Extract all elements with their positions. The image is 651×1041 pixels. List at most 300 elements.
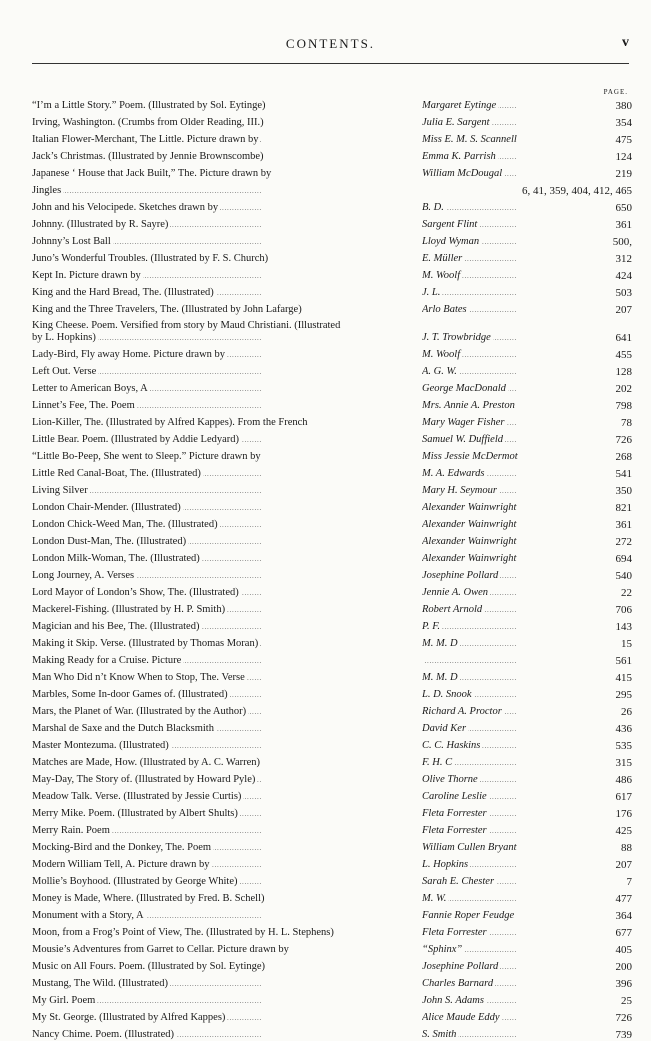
entry-page-number: 25: [621, 995, 632, 1007]
header-rule: [32, 63, 629, 64]
entry-author-cell: [422, 978, 592, 990]
entry-author: Alexander Wainwright: [422, 502, 517, 513]
contents-entry: [32, 973, 632, 990]
entry-page-number: 424: [615, 270, 632, 282]
entry-title-cell: [32, 859, 422, 871]
entry-author-cell: [422, 604, 592, 616]
entry-author-cell: [422, 842, 592, 854]
contents-entry: [32, 497, 632, 514]
entry-title: Johnny. (Illustrated by R. Sayre): [32, 219, 169, 230]
entry-author-cell: [422, 570, 592, 582]
entry-title: Magician and his Bee, The. (Illustrated): [32, 621, 200, 632]
entry-title: Mocking-Bird and the Donkey, The. Poem: [32, 842, 212, 853]
entry-author-cell: [422, 536, 592, 548]
entry-author-cell: [422, 134, 592, 146]
entry-author-cell: [422, 451, 592, 463]
entry-author: Sarah E. Chester: [422, 876, 495, 887]
entry-page-number: 739: [615, 1029, 632, 1041]
entry-title-cell: [32, 1012, 422, 1024]
entry-page-number: 396: [615, 978, 632, 990]
contents-entry: [32, 752, 632, 769]
entry-title-cell: [32, 236, 422, 248]
entry-title: Modern William Tell, A. Picture drawn by: [32, 859, 210, 870]
entry-title-cell: [32, 553, 422, 565]
entry-title: Letter to American Boys, A: [32, 383, 148, 394]
entry-author: M. W.: [422, 893, 447, 904]
contents-entry: [32, 701, 632, 718]
entry-title: John and his Velocipede. Sketches drawn by: [32, 202, 219, 213]
entry-title-cell: [32, 434, 422, 446]
entry-title-cell: [32, 519, 422, 531]
entry-author-cell: [422, 740, 592, 752]
entry-page-number: 821: [615, 502, 632, 514]
entry-page-number: 364: [615, 910, 632, 922]
entry-author: Fleta Forrester: [422, 927, 487, 938]
entry-title-cell: [32, 706, 422, 718]
entry-page-number: 798: [615, 400, 632, 412]
entry-title-cell: [32, 587, 422, 599]
entry-author-cell: [422, 876, 592, 888]
entry-title-cell: [32, 468, 422, 480]
contents-entry: [32, 112, 632, 129]
entry-page-number: 6, 41, 359, 404, 412, 465: [522, 185, 632, 197]
entry-title-cell: [32, 842, 422, 854]
entry-author-cell: [422, 893, 592, 905]
entry-page-number: 26: [621, 706, 632, 718]
contents-entry: [32, 531, 632, 548]
entry-title-cell: [32, 638, 422, 650]
contents-entry: [32, 378, 632, 395]
entry-author: Mary Wager Fisher: [422, 417, 505, 428]
entry-author-cell: [422, 791, 592, 803]
entry-title: My Girl. Poem: [32, 995, 96, 1006]
page-header: [32, 36, 629, 56]
entry-title: London Chair-Mender. (Illustrated): [32, 502, 181, 513]
contents-entry: [32, 769, 632, 786]
entry-page-number: 361: [615, 219, 632, 231]
contents-entry: [32, 299, 632, 316]
entry-page-number: 219: [615, 168, 632, 180]
entry-title: Long Journey, A. Verses: [32, 570, 135, 581]
contents-entry: [32, 95, 632, 112]
entry-title-cell: [32, 621, 422, 633]
page-number: v: [622, 35, 629, 50]
entry-page-number: 677: [615, 927, 632, 939]
entry-author-cell: [422, 927, 592, 939]
entry-title-cell: [32, 151, 422, 163]
contents-entry: [32, 939, 632, 956]
entry-author-cell: [422, 383, 592, 395]
contents-entry: [32, 735, 632, 752]
entry-author-cell: [422, 519, 592, 531]
entry-author: S. Smith: [422, 1029, 457, 1040]
entry-page-number: 315: [615, 757, 632, 769]
entry-author-cell: [422, 757, 592, 769]
entry-page-number: 200: [615, 961, 632, 973]
entry-author: M. M. D: [422, 638, 458, 649]
entry-page-number: 500,: [612, 236, 632, 248]
entry-title: May-Day, The Story of. (Illustrated by Howard Pyle): [32, 774, 256, 785]
entry-author-cell: [422, 485, 592, 497]
entry-title: Little Bear. Poem. (Illustrated by Addie Ledyard): [32, 434, 240, 445]
entry-page-number: 350: [615, 485, 632, 497]
contents-entry: [32, 197, 632, 214]
entry-title: Kept In. Picture drawn by: [32, 270, 141, 281]
entry-page-number: 22: [621, 587, 632, 599]
entry-title: Matches are Made, How. (Illustrated by A. C. Warren): [32, 757, 261, 768]
entry-author-cell: [422, 349, 592, 361]
contents-entry: [32, 361, 632, 378]
entry-page-number: 312: [615, 253, 632, 265]
contents-entry: [32, 888, 632, 905]
contents-entry: [32, 429, 632, 446]
entry-title: King and the Three Travelers, The. (Illustrated by John Lafarge): [32, 304, 302, 315]
entry-title: Moon, from a Frog’s Point of View, The. (Illustrated by H. L. Stephens): [32, 927, 334, 938]
entry-title-cell: [32, 825, 422, 837]
contents-entry: [32, 514, 632, 531]
entry-page-number: 295: [615, 689, 632, 701]
running-title: CONTENTS.: [285, 36, 376, 51]
entry-author: Josephine Pollard: [422, 570, 499, 581]
entry-page-number: 541: [615, 468, 632, 480]
entry-title: Making it Skip. Verse. (Illustrated by Thomas Moran): [32, 638, 259, 649]
entry-page-number: 455: [615, 349, 632, 361]
entry-author: Margaret Eytinge: [422, 100, 497, 111]
entry-author-cell: [422, 621, 592, 633]
entry-page-number: 268: [615, 451, 632, 463]
entry-page-number: 143: [615, 621, 632, 633]
entry-author-cell: [422, 995, 592, 1007]
contents-entry: [32, 922, 632, 939]
entry-page-number: 486: [615, 774, 632, 786]
entry-title-cell: [32, 791, 422, 803]
entry-author: L. D. Snook: [422, 689, 472, 700]
contents-entry: [32, 684, 632, 701]
entry-author: M. Woolf: [422, 349, 461, 360]
entry-page-number: 726: [615, 1012, 632, 1024]
entry-page-number: 207: [615, 304, 632, 316]
entry-title: Marshal de Saxe and the Dutch Blacksmith: [32, 723, 214, 734]
contents-entry: [32, 990, 632, 1007]
entry-author-cell: [422, 304, 592, 316]
entry-author-cell: [422, 655, 592, 667]
entry-title: Marbles, Some In-door Games of. (Illustrated): [32, 689, 228, 700]
entry-title-cell: [32, 485, 422, 497]
entry-title-cell: [32, 876, 422, 888]
entry-author-cell: [422, 638, 592, 650]
entry-title-cell: [32, 893, 422, 905]
entry-author-cell: [422, 672, 592, 684]
entry-title-cell: [32, 100, 422, 112]
entry-title: Making Ready for a Cruise. Picture: [32, 655, 182, 666]
entry-title: Music on All Fours. Poem. (Illustrated by Sol. Eytinge): [32, 961, 266, 972]
entry-title-cell: [32, 219, 422, 231]
contents-entry: [32, 548, 632, 565]
entry-title: Money is Made, Where. (Illustrated by Fred. B. Schell): [32, 893, 265, 904]
entry-title: Meadow Talk. Verse. (Illustrated by Jessie Curtis): [32, 791, 242, 802]
entry-author: John S. Adams: [422, 995, 484, 1006]
entry-author: Julia E. Sargent: [422, 117, 490, 128]
entry-title-cell: [32, 944, 422, 956]
entry-title: King and the Hard Bread, The. (Illustrated): [32, 287, 214, 298]
contents-list: [32, 95, 632, 1041]
entry-author: P. F.: [422, 621, 440, 632]
entry-page-number: 405: [615, 944, 632, 956]
contents-entry: [32, 1024, 632, 1041]
entry-title: Mackerel-Fishing. (Illustrated by H. P. Smith): [32, 604, 226, 615]
entry-title: Mousie’s Adventures from Garret to Cellar. Picture drawn by: [32, 944, 289, 955]
entry-author: Alexander Wainwright: [422, 553, 517, 564]
entry-page-number: 361: [615, 519, 632, 531]
contents-entry: [32, 163, 632, 180]
contents-entry: [32, 180, 632, 197]
entry-author: L. Hopkins: [422, 859, 469, 870]
entry-author-cell: [422, 417, 592, 429]
entry-title: Master Montezuma. (Illustrated): [32, 740, 169, 751]
entry-title: “Little Bo-Peep, She went to Sleep.” Picture drawn by: [32, 451, 261, 462]
entry-author-cell: [422, 100, 592, 112]
entry-title-cell: [32, 655, 422, 667]
entry-author: George MacDonald: [422, 383, 506, 394]
entry-title-cell: [32, 134, 422, 146]
entry-author-cell: [422, 332, 592, 344]
entry-author: Lloyd Wyman: [422, 236, 480, 247]
entry-author-cell: [422, 706, 592, 718]
entry-title-cell: [32, 689, 422, 701]
entry-author: Miss Jessie McDermot: [422, 451, 518, 462]
entry-page-number: 425: [615, 825, 632, 837]
entry-page-number: 272: [615, 536, 632, 548]
entry-title: Mollie’s Boyhood. (Illustrated by George White): [32, 876, 238, 887]
contents-entry: [32, 633, 632, 650]
contents-entry: [32, 616, 632, 633]
entry-author: Sargent Flint: [422, 219, 478, 230]
entry-title: Irving, Washington. (Crumbs from Older Reading, III.): [32, 117, 264, 128]
entry-author-cell: [422, 219, 592, 231]
entry-page-number: 503: [615, 287, 632, 299]
entry-author: Miss E. M. S. Scannell: [422, 134, 517, 145]
entry-title-cell: [32, 349, 422, 361]
entry-title: Merry Mike. Poem. (Illustrated by Albert Shults): [32, 808, 238, 819]
entry-page-number: 561: [615, 655, 632, 667]
entry-author: M. Woolf: [422, 270, 461, 281]
contents-entry: [32, 837, 632, 854]
entry-page-number: 124: [615, 151, 632, 163]
entry-author-cell: [422, 168, 592, 180]
entry-title-cell: [32, 774, 422, 786]
entry-title: London Chick-Weed Man, The. (Illustrated): [32, 519, 218, 530]
entry-author: Fannie Roper Feudge: [422, 910, 515, 921]
entry-title: Jingles: [32, 185, 62, 196]
entry-author-cell: [422, 287, 592, 299]
entry-author-cell: [422, 1029, 592, 1041]
entry-author: C. C. Haskins: [422, 740, 481, 751]
entry-author: Fleta Forrester: [422, 825, 487, 836]
entry-author-cell: [422, 808, 592, 820]
entry-title: Lord Mayor of London’s Show, The. (Illustrated): [32, 587, 239, 598]
entry-title-cell: [32, 253, 422, 265]
entry-title: King Cheese. Poem. Versified from story by Maud Christiani. (Illustrated by L. Hopkins): [32, 320, 341, 343]
entry-title: Living Silver: [32, 485, 88, 496]
entry-title: Japanese ‘ House that Jack Built,” The. Picture drawn by: [32, 168, 272, 179]
entry-author: Jennie A. Owen: [422, 587, 488, 598]
entry-title: Man Who Did n’t Know When to Stop, The. Verse: [32, 672, 245, 683]
entry-page-number: 436: [615, 723, 632, 735]
entry-title-cell: [32, 757, 422, 769]
entry-title: Johnny’s Lost Ball: [32, 236, 111, 247]
contents-entry: [32, 412, 632, 429]
contents-entry: [32, 1007, 632, 1024]
entry-title: Linnet’s Fee, The. Poem: [32, 400, 135, 411]
entry-author-cell: [422, 270, 592, 282]
entry-title-cell: [32, 304, 422, 316]
entry-author: Alexander Wainwright: [422, 519, 517, 530]
entry-author-cell: [422, 825, 592, 837]
contents-entry: [32, 231, 632, 248]
entry-author: Samuel W. Duffield: [422, 434, 503, 445]
entry-author-cell: [422, 553, 592, 565]
entry-author-cell: [422, 587, 592, 599]
entry-author-cell: [422, 723, 592, 735]
entry-author: J. T. Trowbridge: [422, 332, 491, 343]
entry-author: [422, 655, 424, 666]
contents-entry: [32, 480, 632, 497]
entry-title-cell: [32, 808, 422, 820]
entry-title-cell: [32, 604, 422, 616]
entry-title-cell: [32, 451, 422, 463]
entry-author: Alice Maude Eddy: [422, 1012, 500, 1023]
entry-author: J. L.: [422, 287, 441, 298]
entry-title-cell: [32, 740, 422, 752]
entry-author: Emma K. Parrish: [422, 151, 496, 162]
entry-title: Little Red Canal-Boat, The. (Illustrated): [32, 468, 201, 479]
entry-author-cell: [422, 910, 592, 922]
entry-title-cell: [32, 1029, 422, 1041]
entry-title-cell: [32, 961, 422, 973]
entry-author: Mary H. Seymour: [422, 485, 497, 496]
contents-entry: [32, 446, 632, 463]
entry-page-number: 540: [615, 570, 632, 582]
entry-title-cell: [32, 202, 422, 214]
entry-title: My St. George. (Illustrated by Alfred Kappes): [32, 1012, 226, 1023]
contents-entry: [32, 316, 632, 344]
entry-title-cell: [32, 672, 422, 684]
entry-title: London Dust-Man, The. (Illustrated): [32, 536, 187, 547]
contents-entry: [32, 786, 632, 803]
entry-author: M. M. D: [422, 672, 458, 683]
entry-page-number: 207: [615, 859, 632, 871]
contents-entry: [32, 565, 632, 582]
entry-author-cell: [422, 151, 592, 163]
entry-author: David Ker: [422, 723, 467, 734]
entry-title-cell: [32, 417, 422, 429]
entry-title-cell: [32, 400, 422, 412]
entry-page-number: 706: [615, 604, 632, 616]
entry-page-number: 15: [621, 638, 632, 650]
entry-author: B. D.: [422, 202, 444, 213]
contents-entry: [32, 582, 632, 599]
entry-page-number: 650: [615, 202, 632, 214]
entry-author-cell: [422, 236, 592, 248]
entry-title-cell: [32, 383, 422, 395]
entry-author: Robert Arnold: [422, 604, 483, 615]
entry-title: Juno’s Wonderful Troubles. (Illustrated by F. S. Church): [32, 253, 269, 264]
entry-author: Caroline Leslie: [422, 791, 487, 802]
entry-title: London Milk-Woman, The. (Illustrated): [32, 553, 200, 564]
entry-page-number: 726: [615, 434, 632, 446]
contents-entry: [32, 214, 632, 231]
entry-title: Mustang, The Wild. (Illustrated): [32, 978, 168, 989]
entry-title-cell: [32, 927, 422, 939]
entry-page-number: 128: [615, 366, 632, 378]
entry-page-number: 477: [615, 893, 632, 905]
entry-title-cell: [32, 978, 422, 990]
contents-entry: [32, 599, 632, 616]
entry-author-cell: [422, 774, 592, 786]
page-column-heading: PAGE.: [603, 88, 628, 96]
entry-author-cell: [422, 434, 592, 446]
entry-author: Arlo Bates: [422, 304, 467, 315]
entry-page-number: 694: [615, 553, 632, 565]
entry-title-cell: [32, 570, 422, 582]
contents-entry: [32, 667, 632, 684]
entry-title: Lady-Bird, Fly away Home. Picture drawn by: [32, 349, 226, 360]
entry-author: A. G. W.: [422, 366, 457, 377]
entry-author-cell: [422, 961, 592, 973]
entry-author-cell: [422, 502, 592, 514]
entry-author-cell: [422, 400, 592, 412]
entry-title: Left Out. Verse: [32, 366, 97, 377]
entry-author: Fleta Forrester: [422, 808, 487, 819]
entry-title-cell: [32, 287, 422, 299]
entry-page-number: 641: [615, 332, 632, 344]
entry-author: Alexander Wainwright: [422, 536, 517, 547]
entry-author-cell: [422, 468, 592, 480]
entry-title: Merry Rain. Poem: [32, 825, 110, 836]
contents-entry: [32, 344, 632, 361]
entry-page-number: 176: [615, 808, 632, 820]
entry-author: Mrs. Annie A. Preston: [422, 400, 515, 411]
contents-entry: [32, 248, 632, 265]
contents-entry: [32, 956, 632, 973]
entry-author-cell: [422, 366, 592, 378]
entry-page-number: 535: [615, 740, 632, 752]
entry-author-cell: [422, 859, 592, 871]
entry-author: M. A. Edwards: [422, 468, 485, 479]
entry-title-cell: [32, 185, 452, 197]
contents-entry: [32, 871, 632, 888]
entry-title-cell: [32, 910, 422, 922]
entry-author: E. Müller: [422, 253, 463, 264]
contents-entry: [32, 282, 632, 299]
entry-page-number: 88: [621, 842, 632, 854]
entry-title: Mars, the Planet of War. (Illustrated by the Author): [32, 706, 247, 717]
entry-page-number: 475: [615, 134, 632, 146]
entry-title-cell: [32, 536, 422, 548]
entry-page-number: 78: [621, 417, 632, 429]
contents-entry: [32, 265, 632, 282]
contents-entry: [32, 650, 632, 667]
contents-entry: [32, 820, 632, 837]
contents-entry: [32, 395, 632, 412]
entry-page-number: 202: [615, 383, 632, 395]
entry-title-cell: [32, 270, 422, 282]
entry-title: Italian Flower-Merchant, The Little. Picture drawn by: [32, 134, 259, 145]
entry-author: William Cullen Bryant: [422, 842, 517, 853]
entry-page-number: 7: [626, 876, 632, 888]
entry-author-cell: [422, 944, 592, 956]
entry-page-number: 354: [615, 117, 632, 129]
